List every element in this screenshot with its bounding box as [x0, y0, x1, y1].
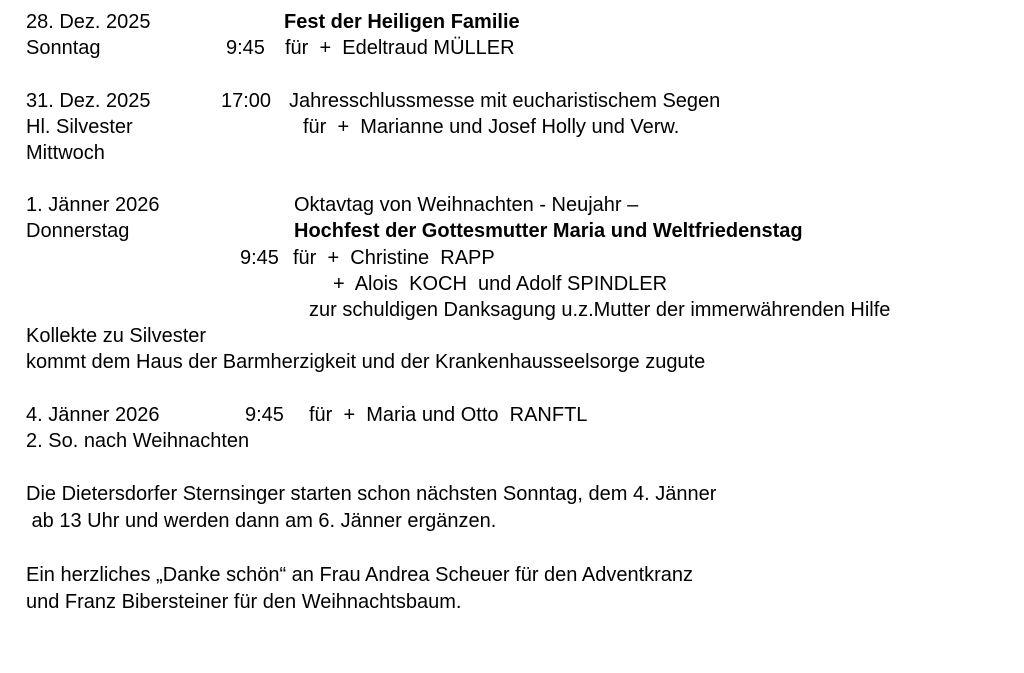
entry-date: 4. Jänner 2026 — [26, 404, 160, 426]
entry-date: 31. Dez. 2025 — [26, 90, 151, 112]
notice-line: Die Dietersdorfer Sternsinger starten schon nächsten Sonntag, dem 4. Jänner — [26, 483, 717, 505]
entry-date: 1. Jänner 2026 — [26, 194, 160, 216]
mass-title: Jahresschlussmesse mit eucharistischem Segen — [289, 90, 721, 112]
collection-text: kommt dem Haus der Barmherzigkeit und der Krankenhausseelsorge zugute — [26, 351, 706, 373]
mass-intention: für + Christine RAPP — [293, 247, 495, 269]
feast-title: Fest der Heiligen Familie — [284, 11, 520, 33]
mass-time: 9:45 — [245, 404, 284, 426]
mass-time: 9:45 — [240, 247, 279, 269]
entry-name: Hl. Silvester — [26, 116, 133, 138]
entry-day: Donnerstag — [26, 220, 130, 242]
mass-time: 17:00 — [221, 90, 272, 112]
entry-day: 2. So. nach Weihnachten — [26, 430, 250, 452]
mass-intention: + Alois KOCH und Adolf SPINDLER — [333, 273, 668, 295]
mass-title: Oktavtag von Weihnachten - Neujahr – — [294, 194, 639, 216]
notice-line: ab 13 Uhr und werden dann am 6. Jänner ergänzen. — [26, 510, 497, 532]
notice-line: und Franz Bibersteiner für den Weihnachtsbaum. — [26, 591, 462, 613]
feast-title: Hochfest der Gottesmutter Maria und Weltfriedenstag — [294, 220, 803, 242]
entry-day: Sonntag — [26, 37, 101, 59]
mass-intention: für + Marianne und Josef Holly und Verw. — [303, 116, 680, 138]
mass-time: 9:45 — [226, 37, 265, 59]
mass-intention: zur schuldigen Danksagung u.z.Mutter der immerwährenden Hilfe — [309, 299, 891, 321]
entry-day: Mittwoch — [26, 142, 105, 164]
mass-intention: für + Edeltraud MÜLLER — [285, 37, 515, 59]
mass-intention: für + Maria und Otto RANFTL — [309, 404, 588, 426]
collection-title: Kollekte zu Silvester — [26, 325, 207, 347]
entry-date: 28. Dez. 2025 — [26, 11, 151, 33]
notice-line: Ein herzliches „Danke schön“ an Frau Andrea Scheuer für den Adventkranz — [26, 564, 694, 586]
